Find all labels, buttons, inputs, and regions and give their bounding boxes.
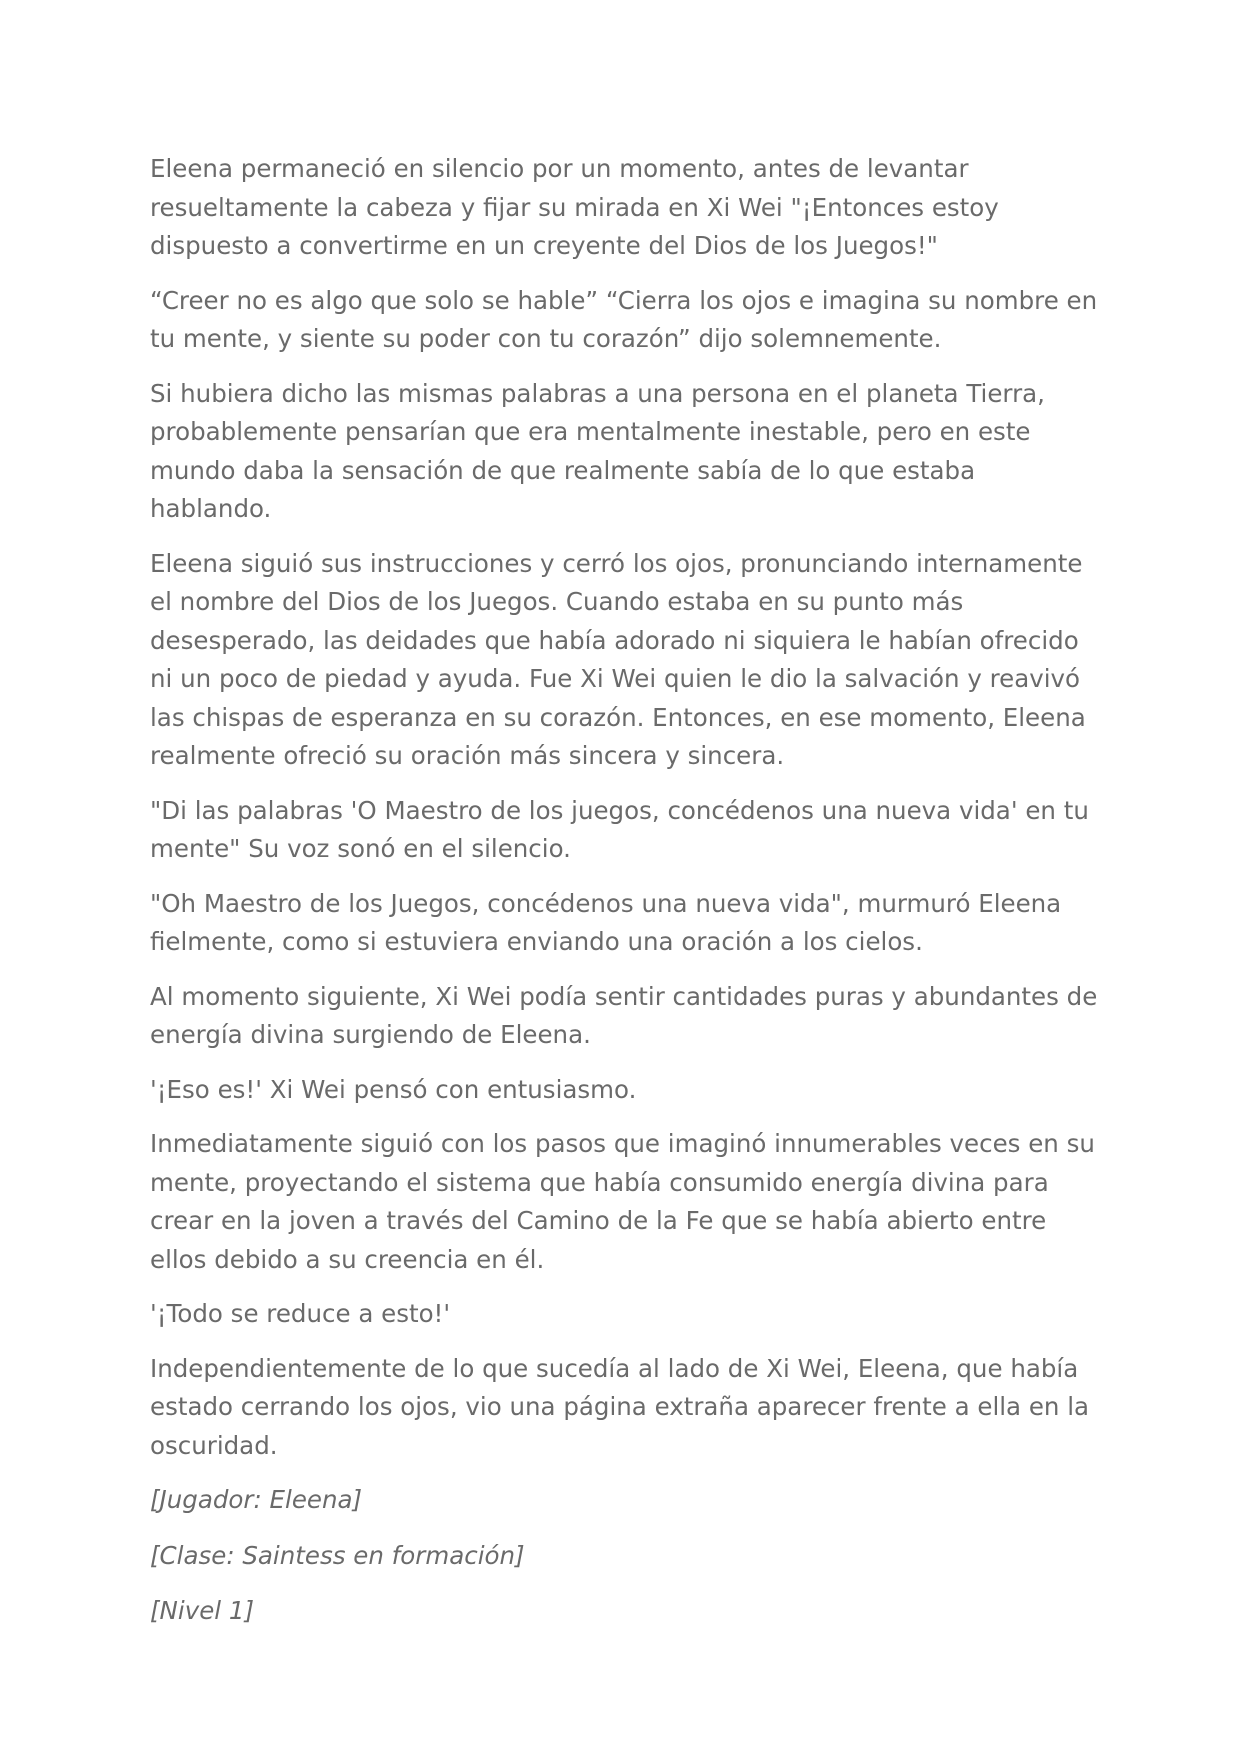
paragraph: Eleena siguió sus instrucciones y cerró los ojos, pronunciando internamente el nombre del Dios de los Juegos. Cuando estaba en su punto más desesperado, las deidades que había adorado ni siquiera le habían ofrecido ni un poco de piedad y ayuda. Fue Xi Wei quien le dio la salvación y reavivó las chispas de esperanza en su corazón. Entonces, en ese momento, Eleena realmente ofreció su oración más sincera y sincera. [150, 548, 1086, 770]
paragraph: '¡Eso es!' Xi Wei pensó con entusiasmo. [150, 1074, 637, 1104]
paragraph: Inmediatamente siguió con los pasos que imaginó innumerables veces en su mente, proyectando el sistema que había consumido energía divina para crear en la joven a través del Camino de la Fe que se había abierto entre ellos debido a su creencia en él. [150, 1129, 1095, 1274]
paragraph: "Oh Maestro de los Juegos, concédenos una nueva vida", murmuró Eleena fielmente, como si estuviera enviando una oración a los cielos. [150, 888, 1062, 956]
document-page [150, 150, 1100, 1648]
paragraph: '¡Todo se reduce a esto!' [150, 1299, 451, 1328]
stat-player: [Jugador: Eleena] [150, 1485, 363, 1514]
paragraph: Si hubiera dicho las mismas palabras a una persona en el planeta Tierra, probablemente pensarían que era mentalmente inestable, pero en este mundo daba la sensación de que realmente sabía de lo que estaba hablando. [150, 378, 1045, 523]
paragraph: "Di las palabras 'O Maestro de los juegos, concédenos una nueva vida' en tu mente" Su voz sonó en el silencio. [150, 795, 1089, 863]
stat-level: [Nivel 1] [150, 1596, 255, 1625]
stat-class: [Clase: Saintess en formación] [150, 1540, 525, 1570]
paragraph: Independientemente de lo que sucedía al lado de Xi Wei, Eleena, que había estado cerrando los ojos, vio una página extraña aparecer frente a ella en la oscuridad. [150, 1353, 1090, 1460]
paragraph: “Creer no es algo que solo se hable” “Cierra los ojos e imagina su nombre en tu mente, y siente su poder con tu corazón” dijo solemnemente. [150, 285, 1098, 353]
paragraph: Al momento siguiente, Xi Wei podía sentir cantidades puras y abundantes de energía divina surgiendo de Eleena. [150, 981, 1098, 1049]
paragraph: Eleena permaneció en silencio por un momento, antes de levantar resueltamente la cabeza y fijar su mirada en Xi Wei "¡Entonces estoy dispuesto a convertirme en un creyente del Dios de los Juegos!" [150, 154, 999, 260]
